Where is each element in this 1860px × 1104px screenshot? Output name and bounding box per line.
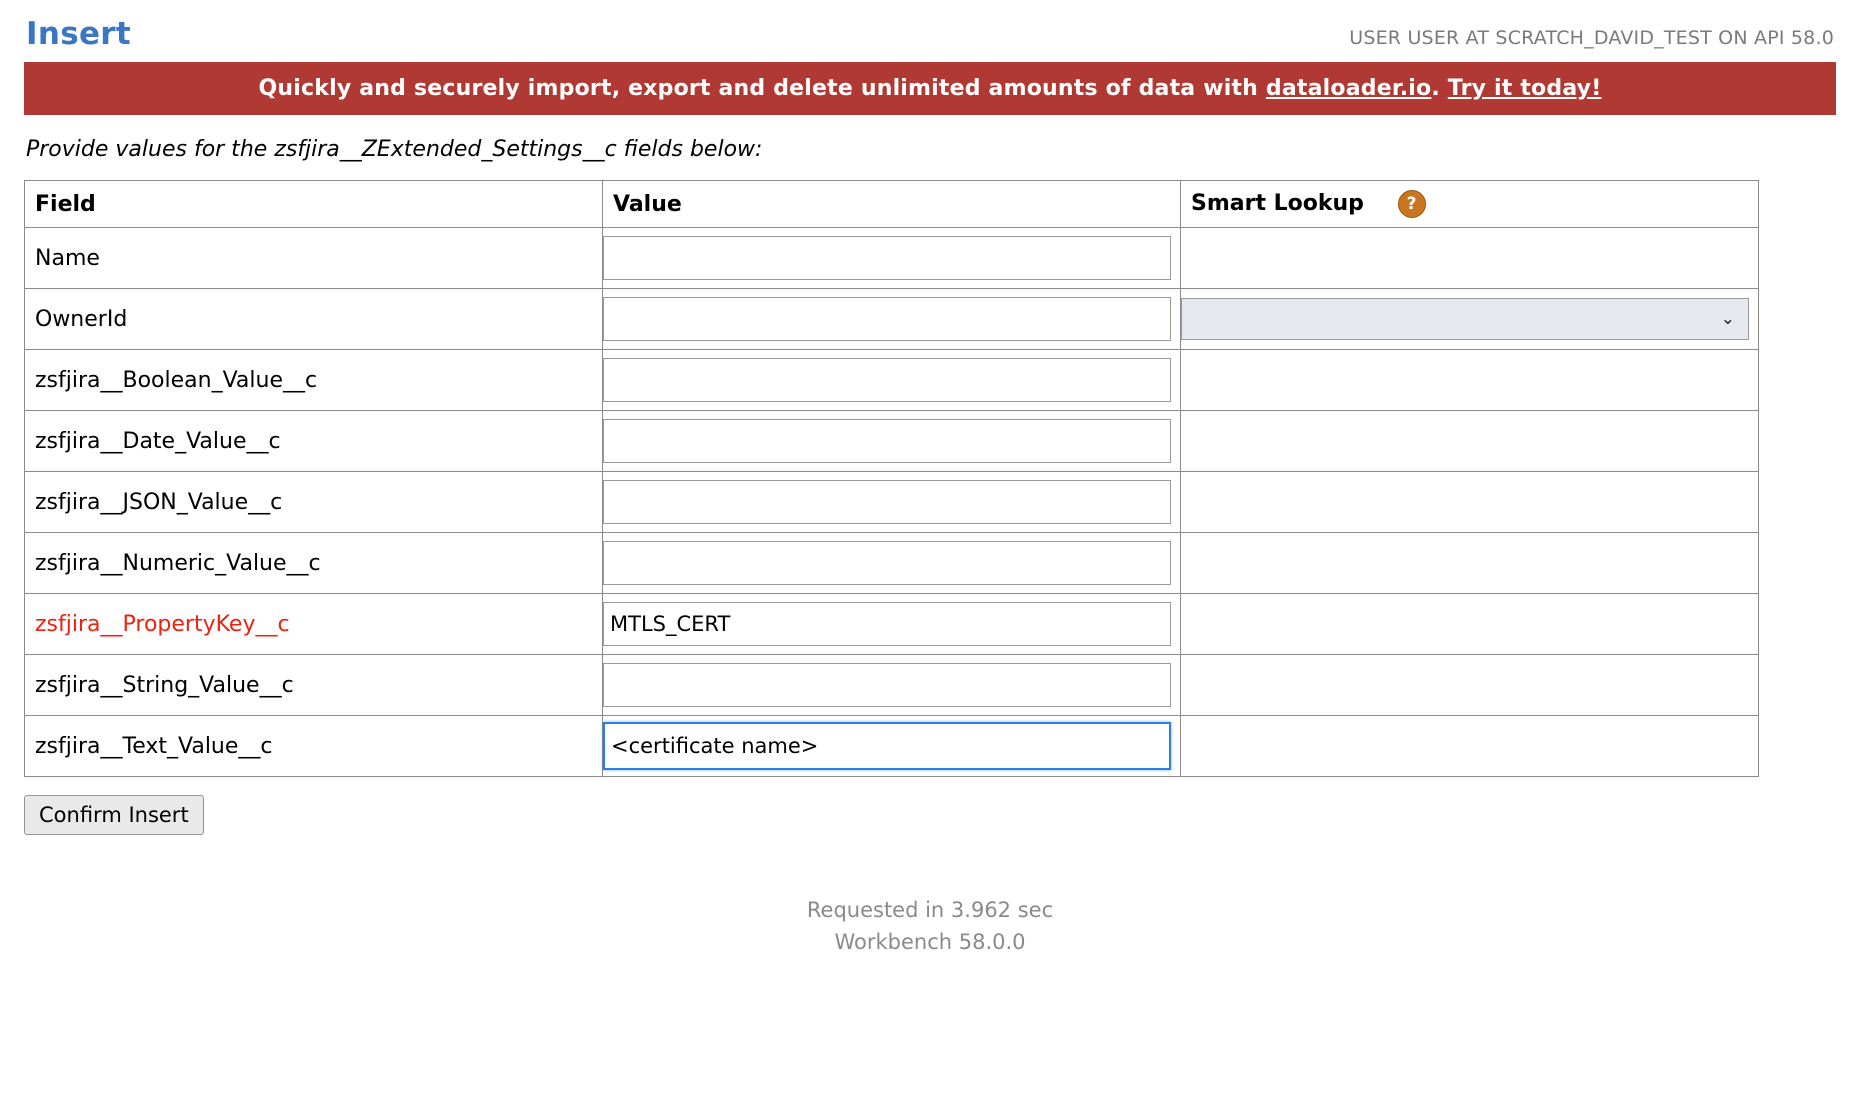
value-input[interactable]	[603, 663, 1171, 707]
smart-lookup-cell	[1181, 716, 1759, 777]
field-value-cell	[603, 289, 1181, 350]
field-name-cell	[25, 655, 603, 716]
value-input[interactable]	[603, 419, 1171, 463]
smart-lookup-select-wrapper	[1181, 298, 1749, 340]
smart-lookup-cell	[1181, 411, 1759, 472]
field-name-label: zsfjira__JSON_Value__c	[35, 489, 283, 515]
field-value-cell	[603, 472, 1181, 533]
field-value-cell	[603, 655, 1181, 716]
confirm-insert-button[interactable]: Confirm Insert	[24, 795, 204, 835]
smart-lookup-cell	[1181, 350, 1759, 411]
table-row	[25, 350, 1759, 411]
promo-banner	[24, 62, 1836, 115]
value-input[interactable]	[603, 722, 1171, 770]
field-name-label: Name	[35, 245, 100, 271]
session-info: USER USER AT SCRATCH_DAVID_TEST ON API 58.0	[1349, 27, 1834, 49]
table-header-row	[25, 181, 1759, 228]
table-row	[25, 594, 1759, 655]
value-input[interactable]	[603, 602, 1171, 646]
column-header-smart-lookup-label: Smart Lookup	[1191, 191, 1364, 216]
value-input[interactable]	[603, 358, 1171, 402]
field-name-label: zsfjira__PropertyKey__c	[35, 611, 290, 637]
page-title: Insert	[26, 16, 131, 52]
dataloader-link[interactable]: dataloader.io	[1265, 76, 1432, 101]
column-header-smart-lookup	[1181, 181, 1759, 228]
table-row	[25, 533, 1759, 594]
field-value-cell	[603, 594, 1181, 655]
actions-bar	[24, 795, 1836, 835]
footer-version: Workbench 58.0.0	[834, 929, 1026, 954]
table-row	[25, 655, 1759, 716]
table-row	[25, 716, 1759, 777]
field-name-label: zsfjira__String_Value__c	[35, 672, 294, 698]
fields-table	[24, 180, 1759, 777]
value-input[interactable]	[603, 480, 1171, 524]
table-row	[25, 289, 1759, 350]
value-input[interactable]	[603, 541, 1171, 585]
field-name-cell	[25, 228, 603, 289]
table-row	[25, 472, 1759, 533]
smart-lookup-cell	[1181, 472, 1759, 533]
field-name-cell	[25, 716, 603, 777]
field-name-cell	[25, 472, 603, 533]
column-header-field: Field	[25, 181, 603, 228]
smart-lookup-select[interactable]	[1181, 298, 1749, 340]
try-it-today-link[interactable]: Try it today!	[1447, 76, 1602, 101]
field-name-label: zsfjira__Boolean_Value__c	[35, 367, 318, 393]
smart-lookup-cell	[1181, 594, 1759, 655]
smart-lookup-cell	[1181, 228, 1759, 289]
field-value-cell	[603, 350, 1181, 411]
chevron-down-icon: ⌄	[1720, 309, 1735, 329]
field-name-label: zsfjira__Date_Value__c	[35, 428, 281, 454]
field-value-cell	[603, 228, 1181, 289]
smart-lookup-cell	[1181, 289, 1759, 350]
smart-lookup-cell	[1181, 655, 1759, 716]
value-input[interactable]	[603, 236, 1171, 280]
promo-text-middle: .	[1431, 76, 1448, 101]
table-row	[25, 228, 1759, 289]
field-name-cell	[25, 350, 603, 411]
field-value-cell	[603, 716, 1181, 777]
field-name-cell	[25, 594, 603, 655]
instruction-text: Provide values for the zsfjira__ZExtended_Settings__c fields below:	[26, 137, 763, 162]
field-name-label: OwnerId	[35, 306, 128, 332]
promo-text-before: Quickly and securely import, export and delete unlimited amounts of data with	[258, 76, 1266, 101]
field-value-cell	[603, 411, 1181, 472]
value-input[interactable]	[603, 297, 1171, 341]
footer	[24, 895, 1836, 958]
column-header-value: Value	[603, 181, 1181, 228]
field-name-cell	[25, 289, 603, 350]
field-name-label: zsfjira__Text_Value__c	[35, 733, 273, 759]
field-name-cell	[25, 533, 603, 594]
page-header	[24, 10, 1836, 62]
help-icon[interactable]: ?	[1398, 190, 1426, 218]
footer-requested-in: Requested in 3.962 sec	[806, 898, 1054, 922]
fields-table-body	[25, 228, 1759, 777]
field-value-cell	[603, 533, 1181, 594]
table-row	[25, 411, 1759, 472]
field-name-cell	[25, 411, 603, 472]
smart-lookup-cell	[1181, 533, 1759, 594]
field-name-label: zsfjira__Numeric_Value__c	[35, 550, 321, 576]
